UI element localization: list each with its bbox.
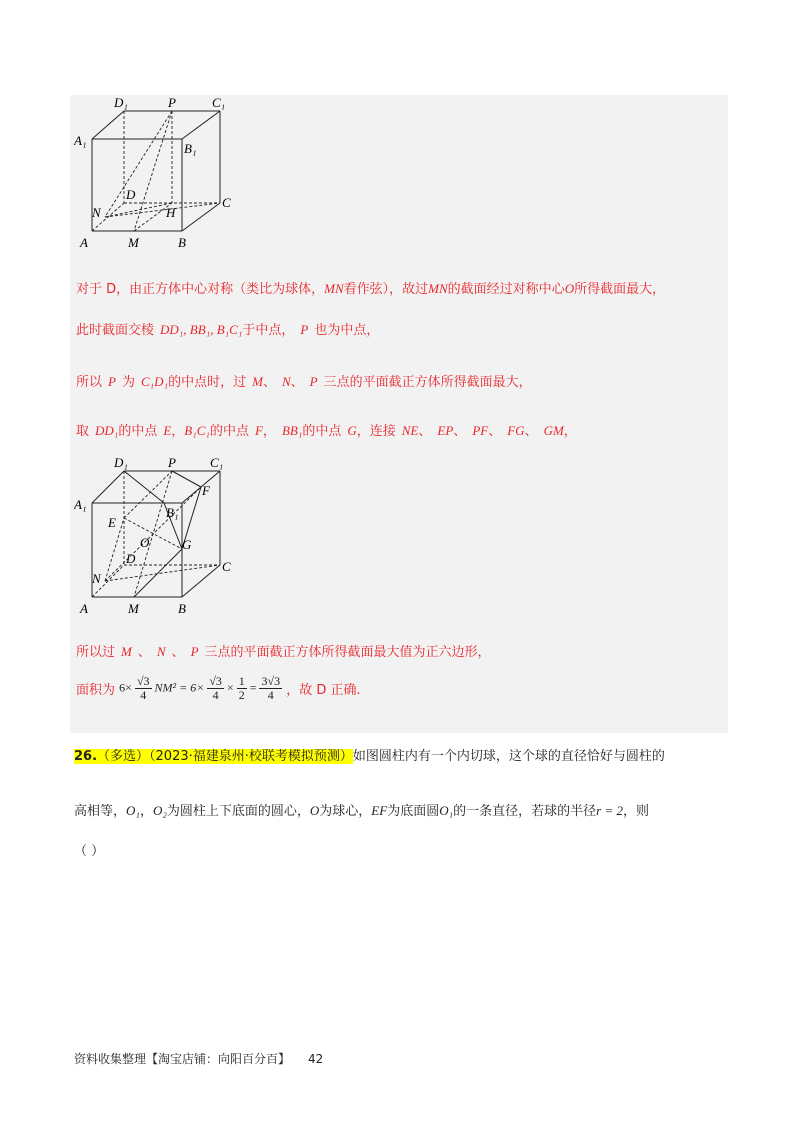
label-D: D (126, 551, 136, 566)
cube-diagram-2 (74, 457, 244, 615)
label-P: P (168, 457, 176, 470)
page-footer (74, 1050, 323, 1067)
cube-figure-2 (74, 457, 244, 615)
label-N: N (92, 205, 101, 220)
label-A1: A₁ (74, 497, 87, 512)
cube-figure-1 (74, 95, 244, 251)
solution-line-1: 对于 D，由正方体中心对称（类比为球体，MN看作弦），故过MN的截面经过对称中心O所得截面最大， (76, 281, 666, 297)
label-F: F (202, 483, 210, 498)
label-C1: C₁ (212, 95, 226, 110)
label-C: C (222, 559, 231, 574)
label-B: B (178, 235, 186, 250)
label-D1: D₁ (114, 95, 128, 110)
label-P: P (168, 95, 176, 110)
solution-line-2: 此时截面交棱 DD₁, BB₁, B₁C₁于中点， P 也为中点， (76, 322, 380, 338)
label-A1: A₁ (74, 133, 87, 148)
solution-line-4: 取 DD₁的中点 E，B₁C₁的中点 F， BB₁的中点 G，连接 NE、 EP、 PF、 FG、 GM， (76, 423, 577, 439)
solution-line-6: 面积为 6× $\frac{√3}{4}$ NM² = 6× $\frac{√3}{4}$ × $\frac{1}{2}$ = $\frac{3√3}{4}$ ，故 D 正确. (76, 674, 361, 702)
label-E: E (108, 515, 116, 530)
label-A: A (80, 601, 88, 615)
label-N: N (92, 571, 101, 586)
area-formula: 6× $\frac{√3}{4}$ NM² = 6× $\frac{√3}{4}$ × $\frac{1}{2}$ = $\frac{3√3}{4}$ (119, 674, 281, 702)
label-C1: C₁ (210, 457, 224, 470)
question-line-1: 26.（多选）（2023·福建泉州·校联考模拟预测）如图圆柱内有一个内切球，这个球的直径恰好与圆柱的 (74, 749, 665, 764)
label-O: O (140, 535, 150, 550)
question-tag: （多选）（2023·福建泉州·校联考模拟预测） (97, 749, 353, 764)
question-line-2: 高相等，O₁，O₂为圆柱上下底面的圆心，O为球心，EF为底面圆O₁的一条直径，若球的半径r = 2，则 (74, 803, 649, 819)
label-B1: B₁ (166, 505, 179, 520)
solution-line-5: 所以过 M 、 N 、 P 三点的平面截正方体所得截面最大值为正六边形， (76, 644, 491, 660)
label-M: M (128, 601, 139, 615)
solution-block (70, 95, 728, 733)
label-M: M (128, 235, 139, 250)
label-B1: B₁ (184, 141, 197, 156)
label-B: B (178, 601, 186, 615)
question-number: 26. (74, 749, 98, 764)
cube-diagram-1 (74, 95, 244, 251)
answer-blank: （ ） (74, 844, 105, 859)
label-G: G (182, 537, 192, 552)
label-D: D (126, 187, 136, 202)
label-H: H (166, 205, 176, 220)
label-C: C (222, 195, 231, 210)
question-line-3 (74, 840, 104, 859)
label-D1: D₁ (114, 457, 128, 470)
footer-source: 资料收集整理【淘宝店铺：向阳百分百】 (74, 1052, 291, 1066)
label-A: A (80, 235, 88, 250)
page-number: 42 (308, 1052, 324, 1066)
solution-line-3: 所以 P 为 C₁D₁的中点时，过 M、 N、 P 三点的平面截正方体所得截面最大， (76, 374, 532, 390)
